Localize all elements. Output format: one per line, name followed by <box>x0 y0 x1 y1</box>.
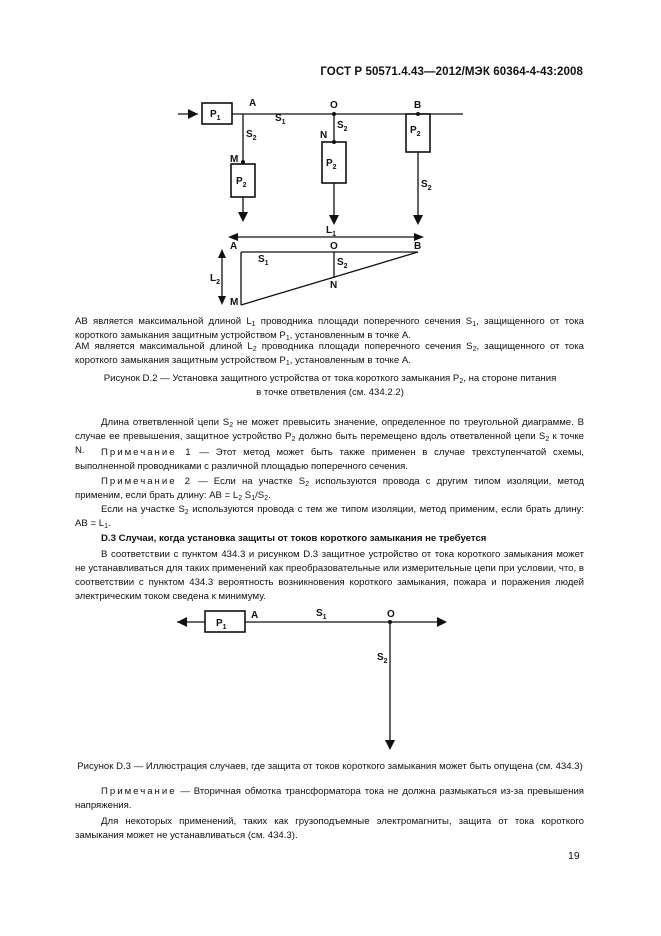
svg-text:S2: $S_2$ <box>337 120 348 133</box>
svg-text:S2: $S_2$ <box>421 179 432 192</box>
svg-text:N: N <box>330 280 338 291</box>
svg-text:B: B <box>414 241 422 252</box>
section-heading-d3: D.3 Случаи, когда установка защиты от токов короткого замыкания не требуется <box>101 533 487 544</box>
svg-text:S2: $S_2$ <box>337 257 348 270</box>
svg-text:S1: $S_1$ <box>316 608 327 621</box>
svg-text:L2: $L_2$ <box>210 273 221 286</box>
svg-text:A: A <box>230 241 238 252</box>
svg-text:O: O <box>387 609 395 620</box>
note-2: Примечание 2 — Если на участке $S_2$ используются провода с другим типом изоляции, метод применим, если брать длину: AB = $L_2$ $S_1/S_2$. <box>75 476 584 502</box>
svg-text:A: A <box>251 610 259 621</box>
svg-text:O: O <box>330 100 338 111</box>
page-number: 19 <box>568 850 580 862</box>
paragraph-branch-length: Длина ответвленной цепи $S_2$ не может превысить значение, определенное по треугольной диаграмме. В случае ее превышения, защитное устройство $P_2$ должно быть перемещено вдоль ответвленной цепи $S_2$ к точке N. <box>75 417 585 456</box>
svg-text:M: M <box>230 297 239 308</box>
svg-text:B: B <box>414 100 422 111</box>
note-1: Примечание 1 — Этот метод может быть также применен в случае трехступенчатой схемы, выполненной проводниками с различной площадью поперечного сечения. <box>75 447 585 472</box>
svg-text:P2: $P_2$ <box>236 176 247 189</box>
note-3: Примечание — Вторичная обмотка трансформатора тока не должна размыкаться из-за превышения напряжения. <box>75 786 584 811</box>
paragraph-d3: В соответствии с пунктом 434.3 и рисунком D.3 защитное устройство от тока короткого замыкания может не устанавливаться для таких применений как преобразовательные или измерительные цепи при условии, что, в соответствии с пунктом 434.3 вероятность возникновения короткого замыкания, пожара и поражения людей электрическим током сведена к минимуму. <box>75 549 584 602</box>
svg-text:S2: $S_2$ <box>377 652 388 665</box>
svg-text:S1: $S_1$ <box>258 254 269 267</box>
svg-text:P1: $P_1$ <box>210 109 221 122</box>
svg-text:P1: $P_1$ <box>216 618 227 631</box>
paragraph-lifting-magnets: Для некоторых применений, таких как грузоподъемные электромагниты, защита от тока короткого замыкания может не устанавливаться (см. 434.3). <box>75 816 584 841</box>
figure-d2-explanation-ab: AB является максимальной длиной $L_1$ проводника площади поперечного сечения $S_1$, защищенного от тока короткого замыкания защитным устройством $P_1$, установленным в точке A. <box>75 316 584 342</box>
svg-text:M: M <box>230 154 239 165</box>
svg-text:S1: $S_1$ <box>275 113 286 126</box>
svg-text:N: N <box>320 130 328 141</box>
svg-text:O: O <box>330 241 338 252</box>
svg-text:P2: $P_2$ <box>410 125 421 138</box>
svg-text:A: A <box>249 98 257 109</box>
svg-text:S2: $S_2$ <box>246 129 257 142</box>
figure-d2-diagram <box>0 0 661 330</box>
figure-d2-explanation-am: AM является максимальной длиной $L_2$ проводника площади поперечного сечения $S_2$, защищенного от тока короткого замыкания защитным устройством $P_1$, установленным в точке A. <box>75 341 584 367</box>
figure-d2-caption: Рисунок D.2 — Установка защитного устройства от тока короткого замыкания $P_2$, на стороне питания в точке ответвления (см. 434.2.2) <box>103 373 557 398</box>
p2-device-m <box>231 164 255 197</box>
figure-d3-caption: Рисунок D.3 — Иллюстрация случаев, где защита от токов короткого замыкания может быть опущена (см. 434.3) <box>77 761 583 772</box>
paragraph-same-insulation: Если на участке $S_2$ используются провода с тем же типом изоляции, метод применим, если брать длину: AB = $L_1$. <box>75 504 584 530</box>
svg-text:P2: $P_2$ <box>326 158 337 171</box>
svg-text:L1: $L_1$ <box>326 225 337 238</box>
figure-d3-diagram <box>0 600 661 760</box>
page-header: ГОСТ Р 50571.4.43—2012/МЭК 60364-4-43:2008 <box>320 66 583 78</box>
